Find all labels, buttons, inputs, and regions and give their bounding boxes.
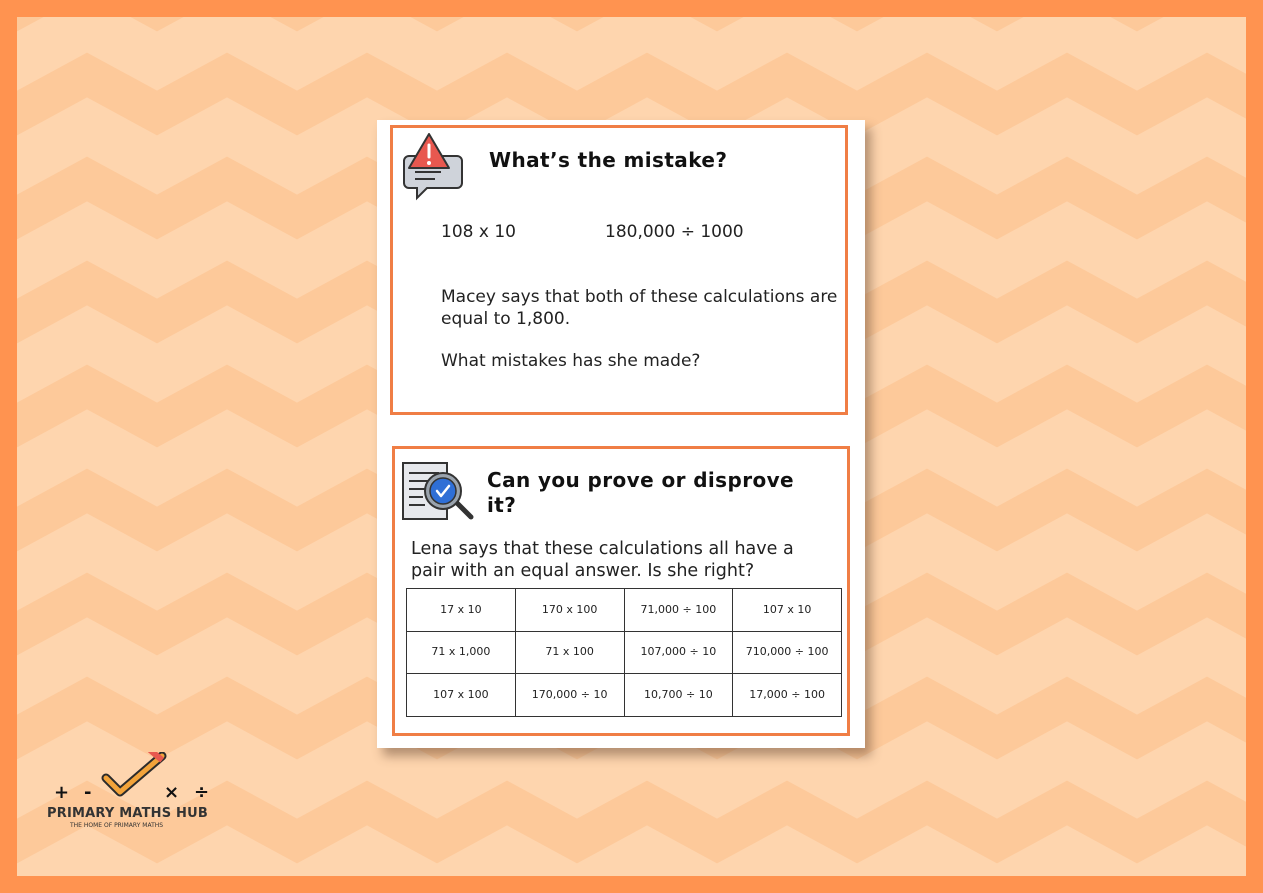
grid-cell: 71 x 100	[515, 631, 624, 674]
grid-row	[407, 674, 842, 717]
logo-divide: ÷	[194, 782, 210, 803]
prove-title: Can you prove or disprove it?	[487, 468, 795, 517]
grid-cell: 10,700 ÷ 10	[624, 674, 733, 717]
grid-cell: 170,000 ÷ 10	[515, 674, 624, 717]
mistake-question: What mistakes has she made?	[441, 351, 701, 371]
grid-cell: 17 x 10	[407, 589, 516, 632]
calculation-b: 180,000 ÷ 1000	[605, 222, 744, 242]
calculation-grid	[406, 588, 842, 717]
chevron-stripe	[17, 23, 1246, 61]
grid-cell: 71 x 1,000	[407, 631, 516, 674]
logo-plus: +	[54, 782, 70, 803]
logo-times: ×	[164, 782, 180, 803]
worksheet-page	[377, 120, 865, 748]
warning-speech-bubble-icon	[401, 132, 465, 202]
prove-statement: Lena says that these calculations all have a pair with an equal answer. Is she right?	[411, 539, 794, 581]
chevron-stripe	[17, 855, 1246, 876]
primary-maths-hub-logo	[44, 752, 224, 832]
mistake-card	[390, 125, 848, 415]
grid-cell: 710,000 ÷ 100	[733, 631, 842, 674]
magnifying-glass-document-icon	[399, 459, 477, 527]
grid-cell: 17,000 ÷ 100	[733, 674, 842, 717]
grid-row	[407, 589, 842, 632]
logo-symbols-icon	[44, 752, 224, 808]
grid-row	[407, 631, 842, 674]
calculation-a: 108 x 10	[441, 222, 516, 242]
mistake-title: What’s the mistake?	[489, 148, 728, 172]
grid-cell: 107,000 ÷ 10	[624, 631, 733, 674]
grid-cell: 107 x 100	[407, 674, 516, 717]
mistake-statement: Macey says that both of these calculations are equal to 1,800.	[441, 287, 838, 329]
grid-cell: 170 x 100	[515, 589, 624, 632]
grid-cell: 71,000 ÷ 100	[624, 589, 733, 632]
logo-name: PRIMARY MATHS HUB	[47, 806, 208, 821]
prove-card	[392, 446, 850, 736]
logo-tagline: THE HOME OF PRIMARY MATHS	[70, 822, 164, 829]
grid-cell: 107 x 10	[733, 589, 842, 632]
logo-minus: -	[84, 782, 92, 803]
